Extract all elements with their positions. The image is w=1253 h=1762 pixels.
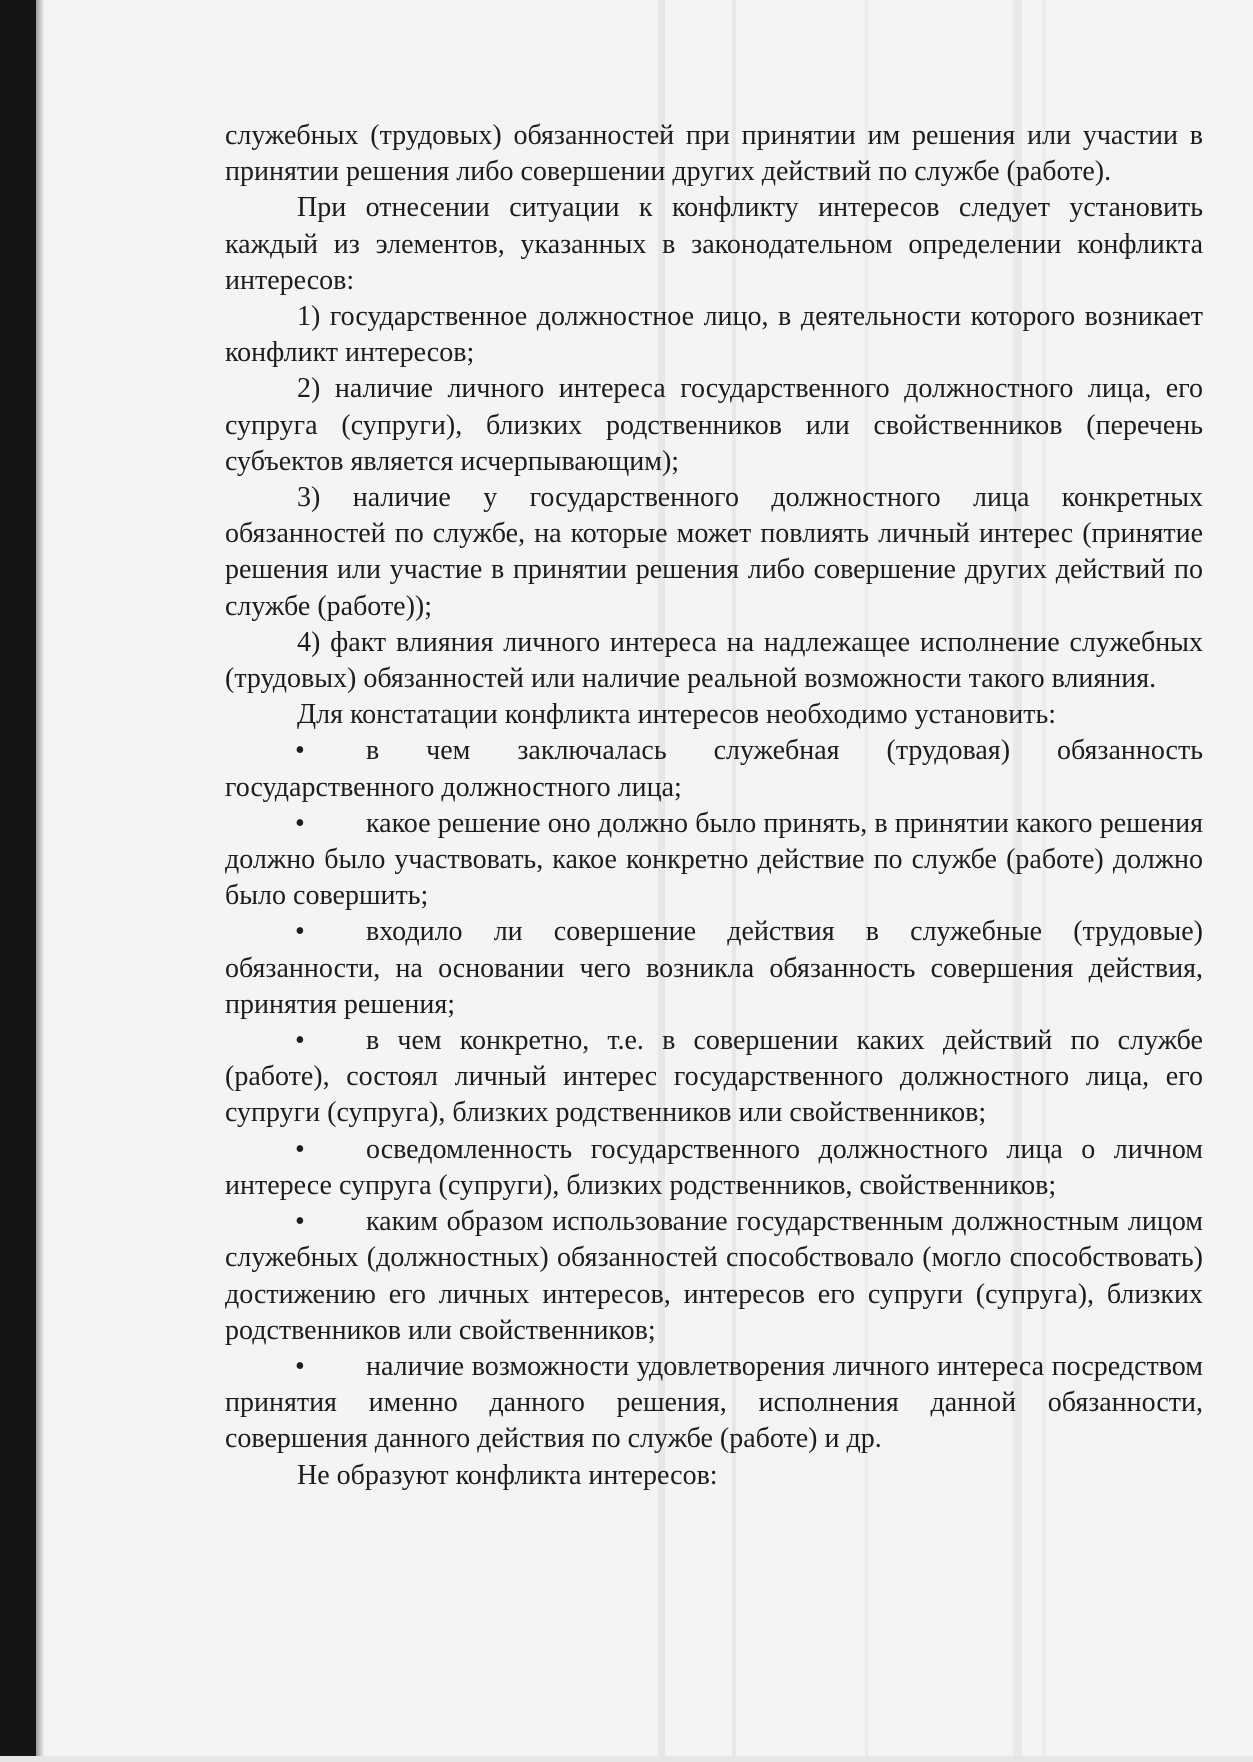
bullet-marker: • xyxy=(295,1206,305,1238)
bullet-marker: • xyxy=(295,735,305,767)
bullet-text: каким образом использование государственным должностным лицом служебных (должностных) обязанностей способствовало (могло способствовать) достижению его личных интересов, интересов его супруги (супруга), близких родственников или свойственников; xyxy=(225,1206,1203,1346)
numbered-item-2: 2) наличие личного интереса государственного должностного лица, его супруга (супруги), близких родственников или свойственников (перечень субъектов является исчерпывающим); xyxy=(225,373,1203,477)
bullet-item xyxy=(225,806,1203,915)
paragraph-establish: Для констатации конфликта интересов необходимо установить: xyxy=(297,699,1057,731)
bullet-item xyxy=(225,733,1203,805)
numbered-item-1: 1) государственное должностное лицо, в деятельности которого возникает конфликт интересов; xyxy=(225,301,1203,369)
paragraph-continuation: служебных (трудовых) обязанностей при принятии им решения или участии в принятии решения либо совершении других действий по службе (работе). xyxy=(225,120,1203,188)
bullet-text: в чем конкретно, т.е. в совершении каких действий по службе (работе), состоял личный интерес государственного должностного лица, его супруги (супруга), близких родственников или свойственников; xyxy=(225,1025,1203,1129)
bullet-text: входило ли совершение действия в служебные (трудовые) обязанности, на основании чего возникла обязанность совершения действия, принятия решения; xyxy=(225,916,1203,1020)
bullet-text: осведомленность государственного должностного лица о личном интересе супруга (супруги), близких родственников, свойственников; xyxy=(225,1133,1203,1201)
bullet-text: в чем заключалась служебная (трудовая) обязанность государственного должностного лица; xyxy=(225,735,1203,803)
bullet-item xyxy=(225,1023,1203,1132)
bullet-text: наличие возможности удовлетворения личного интереса посредством принятия именно данного решения, исполнения данной обязанности, совершения данного действия по службе (работе) и др. xyxy=(225,1350,1203,1455)
document-body xyxy=(225,118,1203,1494)
bullet-item xyxy=(225,1204,1203,1349)
bullet-marker: • xyxy=(295,916,305,948)
paragraph-not-conflict: Не образуют конфликта интересов: xyxy=(297,1459,718,1491)
bullet-item xyxy=(225,914,1203,1023)
numbered-item-4: 4) факт влияния личного интереса на надлежащее исполнение служебных (трудовых) обязанностей или наличие реальной возможности такого влияния. xyxy=(225,626,1203,695)
scan-dark-edge xyxy=(0,0,36,1762)
numbered-item-3: 3) наличие у государственного должностного лица конкретных обязанностей по службе, на которые может повлиять личный интерес (принятие решения или участие в принятии решения либо совершение других действий по службе (работе)); xyxy=(225,482,1203,622)
bullet-marker: • xyxy=(295,1350,305,1382)
scan-bottom-edge xyxy=(0,1756,1253,1762)
bullet-marker: • xyxy=(295,807,305,839)
bullet-item xyxy=(225,1132,1203,1204)
bullet-marker: • xyxy=(295,1025,305,1057)
bullet-item xyxy=(225,1349,1203,1458)
bullet-marker: • xyxy=(295,1133,305,1165)
paragraph-intro: При отнесении ситуации к конфликту интересов следует установить каждый из элементов, указанных в законодательном определении конфликта интересов: xyxy=(225,192,1203,296)
scan-edge-shadow xyxy=(36,0,44,1762)
bullet-text: какое решение оно должно было принять, в принятии какого решения должно было участвовать, какое конкретно действие по службе (работе) должно было совершить; xyxy=(225,807,1203,912)
